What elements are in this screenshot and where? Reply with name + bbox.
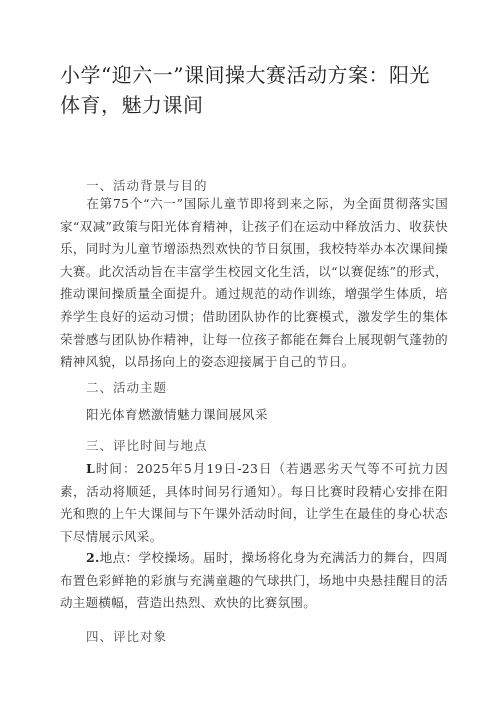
section-body-background	[60, 193, 448, 374]
place-item-number: 2.	[86, 550, 100, 565]
section-heading-background: 一、活动背景与目的	[86, 178, 208, 193]
place-item	[60, 547, 448, 615]
place-item-text: 地点：学校操场。届时，操场将化身为充满活力的舞台，四周布置色彩鲜艳的彩旗与充满童趣的气球拱门，场地中央悬挂醒目的活动主题横幅，营造出热烈、欢快的比赛氛围。	[60, 550, 448, 611]
section-heading-targets: 四、评比对象	[86, 629, 168, 644]
theme-text: 阳光体育燃激情魅力课间展风采	[86, 407, 269, 422]
background-text: 在第75个“六一”国际儿童节即将到来之际，为全面贯彻落实国家“双减”政策与阳光体育精神，让孩子们在运动中释放活力、收获快乐，同时为儿童节增添热烈欢快的节日氛围，我校特举办本次课间操大赛。此次活动旨在丰富学生校园文化生活，以“以赛促练”的形式，推动课间操质量全面提升。通过规范的动作训练，增强学生体质，培养学生良好的运动习惯；借助团队协作的比赛模式，激发学生的集体荣誉感与团队协作精神，让每一位孩子都能在舞台上展现朝气蓬勃的精神风貌，以昂扬向上的姿态迎接属于自己的节日。	[60, 196, 448, 370]
time-item	[60, 458, 448, 548]
time-item-text: 时间：2025年5月19日-23日（若遇恶劣天气等不可抗力因素，活动将顺延，具体时间另行通知）。每日比赛时段精心安排在阳光和煦的上午大课间与下午课外活动时间，让学生在最佳的身心状态下尽情展示风采。	[60, 461, 448, 544]
section-heading-time-place: 三、评比时间与地点	[86, 438, 208, 453]
section-heading-theme: 二、活动主题	[86, 380, 168, 395]
document-title: 小学“迎六一”课间操大赛活动方案：阳光体育，魅力课间	[60, 63, 430, 117]
time-item-number: L	[86, 461, 96, 476]
